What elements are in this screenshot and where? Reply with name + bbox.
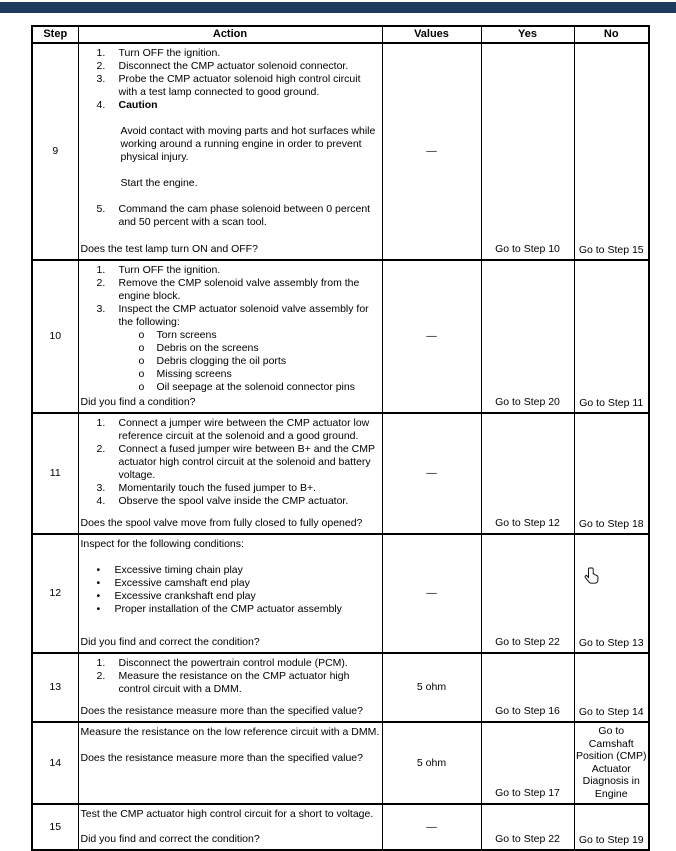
list-item-text: Disconnect the CMP actuator solenoid connector. (118, 60, 349, 72)
numbered-list (81, 47, 380, 112)
list-number: 2. (96, 60, 106, 72)
action-blocks (81, 264, 380, 394)
yes-goto-cell: Go to Step 17 (481, 722, 574, 804)
circle-bullet-icon: o (138, 355, 145, 367)
action-cell (78, 413, 382, 534)
bullet-icon: • (96, 577, 101, 589)
list-number: 2. (96, 277, 106, 289)
list-item-text: Excessive crankshaft end play (114, 590, 256, 602)
action-blocks (81, 47, 380, 229)
step-row-14 (32, 722, 649, 804)
sub-list-item-text: Torn screens (156, 329, 217, 341)
list-number: 4. (96, 99, 106, 111)
list-item (81, 60, 380, 73)
values-cell: — (382, 43, 481, 260)
question-text: Did you find and correct the condition? (80, 833, 260, 845)
list-number: 3. (96, 303, 106, 315)
no-goto-cell: Go to Step 15 (574, 43, 649, 260)
list-item (81, 99, 380, 112)
list-number: 2. (96, 443, 106, 455)
list-item (81, 482, 380, 495)
sub-list-item (81, 355, 380, 368)
step-number: 15 (32, 804, 78, 850)
column-header-values: Values (382, 26, 481, 43)
list-item (81, 417, 380, 443)
action-paragraph: Start the engine. (120, 177, 198, 189)
bullet-icon: • (96, 590, 101, 602)
list-item (81, 657, 380, 670)
values-cell: 5 ohm (382, 722, 481, 804)
list-item (81, 590, 380, 603)
sub-list-item (81, 329, 380, 342)
list-item (81, 47, 380, 60)
numbered-list (81, 657, 380, 696)
list-item-text: Probe the CMP actuator solenoid high control circuit with a test lamp connected to good ground. (118, 73, 361, 98)
no-goto-cell: Go to Step 14 (574, 653, 649, 722)
question-text: Did you find a condition? (80, 396, 196, 408)
sub-list-item-text: Oil seepage at the solenoid connector pins (156, 381, 355, 393)
action-blocks (81, 417, 380, 508)
mouse-cursor-icon (584, 567, 600, 586)
values-cell: — (382, 534, 481, 653)
list-item (81, 443, 380, 482)
yes-goto-cell: Go to Step 22 (481, 534, 574, 653)
sub-list-item (81, 368, 380, 381)
numbered-list (81, 417, 380, 508)
column-header-step: Step (32, 26, 78, 43)
action-cell (78, 653, 382, 722)
bullet-icon: • (96, 603, 101, 615)
question-text: Does the resistance measure more than the specified value? (80, 752, 363, 764)
step-row-15 (32, 804, 649, 850)
numbered-list (81, 203, 380, 229)
values-cell: 5 ohm (382, 653, 481, 722)
list-item-text: Excessive timing chain play (114, 564, 243, 576)
action-blocks (81, 808, 380, 821)
circle-bullet-icon: o (138, 342, 145, 354)
list-number: 1. (96, 264, 106, 276)
list-number: 3. (96, 482, 106, 494)
values-cell: — (382, 804, 481, 850)
action-paragraph: Test the CMP actuator high control circuit for a short to voltage. (80, 808, 374, 820)
circle-bullet-icon: o (138, 329, 145, 341)
sub-list-item (81, 381, 380, 394)
list-item (81, 577, 380, 590)
list-item-text: Turn OFF the ignition. (118, 264, 221, 276)
numbered-list (81, 264, 380, 394)
step-row-13 (32, 653, 649, 722)
list-item-text: Connect a fused jumper wire between B+ and the CMP actuator high control circuit at the solenoid and battery voltage. (118, 443, 375, 481)
step-row-12 (32, 534, 649, 653)
values-cell: — (382, 413, 481, 534)
list-number: 3. (96, 73, 106, 85)
list-item-text: Disconnect the powertrain control module (PCM). (118, 657, 348, 669)
list-item (81, 670, 380, 696)
list-item (81, 603, 380, 616)
table-header-row (32, 26, 649, 43)
list-item-text: Observe the spool valve inside the CMP actuator. (118, 495, 349, 507)
list-item (81, 203, 380, 229)
table-body (32, 43, 649, 850)
action-cell (78, 722, 382, 804)
values-cell: — (382, 260, 481, 413)
step-row-10 (32, 260, 649, 413)
list-item-text: Command the cam phase solenoid between 0 percent and 50 percent with a scan tool. (118, 203, 371, 228)
step-number: 11 (32, 413, 78, 534)
list-item-text: Inspect the CMP actuator solenoid valve assembly for the following: (118, 303, 369, 328)
list-item-text: Caution (118, 99, 158, 111)
no-goto-cell: Go to Step 13 (574, 534, 649, 653)
action-paragraph: Inspect for the following conditions: (80, 538, 244, 550)
list-number: 5. (96, 203, 106, 215)
list-item (81, 73, 380, 99)
action-cell (78, 534, 382, 653)
sub-list-item-text: Debris on the screens (156, 342, 259, 354)
list-number: 2. (96, 670, 106, 682)
step-number: 12 (32, 534, 78, 653)
step-number: 9 (32, 43, 78, 260)
top-bar (0, 2, 676, 13)
yes-goto-cell: Go to Step 10 (481, 43, 574, 260)
sub-list-item-text: Missing screens (156, 368, 232, 380)
action-cell (78, 43, 382, 260)
step-row-9 (32, 43, 649, 260)
column-header-action: Action (78, 26, 382, 43)
list-item-text: Turn OFF the ignition. (118, 47, 221, 59)
action-blocks (81, 657, 380, 696)
column-header-yes: Yes (481, 26, 574, 43)
sub-list-item-text: Debris clogging the oil ports (156, 355, 287, 367)
step-row-11 (32, 413, 649, 534)
question-text: Does the spool valve move from fully closed to fully opened? (80, 517, 363, 529)
action-cell (78, 804, 382, 850)
list-number: 4. (96, 495, 106, 507)
question-text: Does the resistance measure more than the specified value? (80, 705, 363, 717)
yes-goto-cell: Go to Step 22 (481, 804, 574, 850)
list-number: 1. (96, 417, 106, 429)
list-item-text: Excessive camshaft end play (114, 577, 250, 589)
diagnostic-table (31, 25, 650, 851)
list-item-text: Proper installation of the CMP actuator assembly (114, 603, 342, 615)
sub-list-item (81, 342, 380, 355)
action-cell (78, 260, 382, 413)
yes-goto-cell: Go to Step 20 (481, 260, 574, 413)
step-number: 10 (32, 260, 78, 413)
list-item (81, 564, 380, 577)
list-item (81, 277, 380, 303)
no-goto-cell: Go to Camshaft Position (CMP) Actuator Diagnosis in Engine (574, 722, 649, 804)
no-goto-cell: Go to Step 19 (574, 804, 649, 850)
yes-goto-cell: Go to Step 16 (481, 653, 574, 722)
list-item (81, 495, 380, 508)
list-number: 1. (96, 657, 106, 669)
action-blocks (81, 726, 380, 739)
yes-goto-cell: Go to Step 12 (481, 413, 574, 534)
list-item (81, 264, 380, 277)
step-number: 13 (32, 653, 78, 722)
step-number: 14 (32, 722, 78, 804)
action-paragraph: Measure the resistance on the low reference circuit with a DMM. (80, 726, 380, 738)
list-item (81, 303, 380, 329)
column-header-no: No (574, 26, 649, 43)
no-goto-cell: Go to Step 11 (574, 260, 649, 413)
bullet-list (81, 564, 380, 616)
list-number: 1. (96, 47, 106, 59)
circle-bullet-icon: o (138, 368, 145, 380)
action-paragraph: Avoid contact with moving parts and hot surfaces while working around a running engine in order to prevent physical injury. (120, 125, 376, 163)
list-item-text: Measure the resistance on the CMP actuator high control circuit with a DMM. (118, 670, 350, 695)
list-item-text: Momentarily touch the fused jumper to B+. (118, 482, 317, 494)
no-goto-cell: Go to Step 18 (574, 413, 649, 534)
action-blocks (81, 538, 380, 616)
bullet-icon: • (96, 564, 101, 576)
list-item-text: Remove the CMP solenoid valve assembly from the engine block. (118, 277, 360, 302)
question-text: Did you find and correct the condition? (80, 636, 260, 648)
list-item-text: Connect a jumper wire between the CMP actuator low reference circuit at the solenoid and a good ground. (118, 417, 370, 442)
question-text: Does the test lamp turn ON and OFF? (80, 243, 258, 255)
circle-bullet-icon: o (138, 381, 145, 393)
